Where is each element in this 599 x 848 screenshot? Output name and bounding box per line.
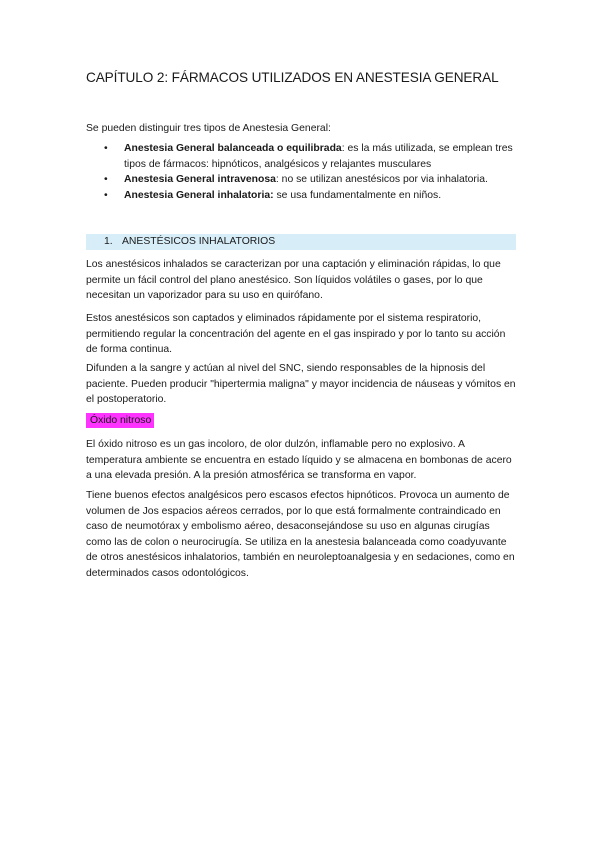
bullet-text: : no se utilizan anestésicos por via inhalatoria. — [275, 174, 488, 186]
bullet-text: : es la más utilizada, se emplean tres tipos de fármacos: hipnóticos, analgésicos y relajantes musculares — [124, 143, 513, 170]
list-item — [86, 141, 516, 172]
paragraph: Estos anestésicos son captados y eliminados rápidamente por el sistema respiratorio, permitiendo regular la concentración del agente en el gas inspirado y por lo tanto su acción de forma continua. — [86, 313, 506, 356]
paragraph: Tiene buenos efectos analgésicos pero escasos efectos hipnóticos. Provoca un aumento de volumen de Jos espacios aéreos cerrados, por lo que está formalmente contraindicado en caso de neumotórax y embolismo aéreo, desaconsejándose su uso en algunas cirugías como las de colon o neurocirugía. Se utiliza en la anestesia balanceada como coadyuvante de otros anestésicos inhalatorios, también en neuroleptoanalgesia y en sedaciones, como en determinados casos odontológicos. — [86, 490, 515, 579]
highlighted-subheading: Óxido nitroso — [86, 413, 154, 428]
list-item — [86, 188, 516, 204]
list-item — [86, 172, 516, 188]
bullet-icon: • — [104, 189, 108, 201]
bullet-icon: • — [104, 143, 108, 154]
paragraph: Difunden a la sangre y actúan al nivel del SNC, siendo responsables de la hipnosis del paciente. Pueden producir "hipertermia maligna" y mayor incidencia de náuseas y vómitos en el postoperatorio. — [86, 363, 516, 406]
chapter-title: CAPÍTULO 2: FÁRMACOS UTILIZADOS EN ANESTESIA GENERAL — [86, 70, 499, 85]
bullet-term: Anestesia General intravenosa — [124, 174, 276, 186]
intro-text: Se pueden distinguir tres tipos de Anestesia General: — [86, 123, 331, 134]
section-heading — [86, 234, 516, 250]
bullet-icon: • — [104, 174, 108, 186]
paragraph: El óxido nitroso es un gas incoloro, de olor dulzón, inflamable pero no explosivo. A temperatura ambiente se encuentra en estado líquido y se almacena en bombonas de acero a una elevada presión. A la presión atmosférica se transforma en vapor. — [86, 439, 512, 482]
section-number: 1. — [104, 236, 113, 247]
bullet-text: se usa fundamentalmente en niños. — [273, 189, 442, 201]
section-title: ANESTÉSICOS INHALATORIOS — [122, 236, 276, 247]
bullet-term: Anestesia General balanceada o equilibrada — [124, 143, 342, 154]
paragraph: Los anestésicos inhalados se caracterizan por una captación y eliminación rápidas, lo que permite un fácil control del plano anestésico. Son líquidos volátiles o gases, por lo que necesitan un vaporizador para su uso en quirófano. — [86, 259, 501, 302]
bullet-term: Anestesia General inhalatoria: — [124, 189, 274, 201]
anesthesia-types-list — [86, 141, 516, 203]
